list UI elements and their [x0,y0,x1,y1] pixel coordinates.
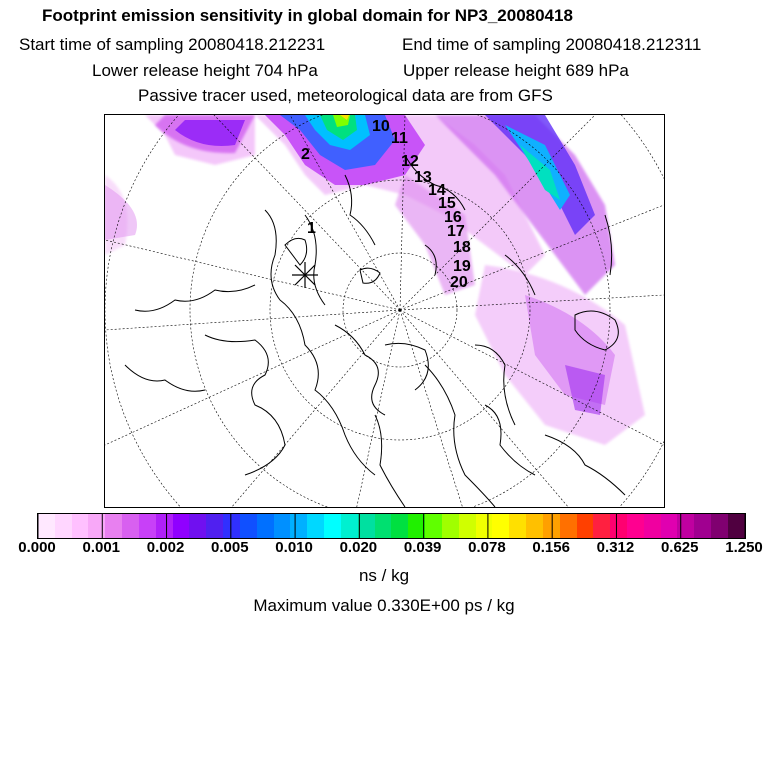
colorbar-tick-label: 0.625 [660,539,699,556]
traj-label-19: 19 [453,258,471,275]
colorbar-cell [442,514,459,538]
colorbar-cell [72,514,89,538]
colorbar-cell [593,514,610,538]
colorbar-tick-label: 0.039 [403,539,442,556]
colorbar-cell [358,514,375,538]
colorbar-cell [324,514,341,538]
colorbar-cell [173,514,190,538]
map-panel [104,114,665,508]
colorbar-cell [189,514,206,538]
colorbar-cell [543,514,560,538]
colorbar-tick-label: 0.020 [339,539,378,556]
traj-label-18: 18 [453,239,471,256]
tracer-info: Passive tracer used, meteorological data are from GFS [138,86,553,105]
colorbar-tick-label: 0.312 [596,539,635,556]
colorbar-cell [610,514,627,538]
traj-label-16: 16 [444,209,462,226]
traj-label-14: 14 [428,182,446,199]
traj-label-20: 20 [450,274,468,291]
colorbar-cell [88,514,105,538]
colorbar-cell [694,514,711,538]
colorbar-unit: ns / kg [358,566,410,585]
colorbar-tick-label: 0.000 [18,539,56,556]
colorbar-cell [509,514,526,538]
traj-label-11: 11 [391,130,408,147]
colorbar-cell [307,514,324,538]
traj-label-2: 2 [301,146,310,163]
colorbar-cell [711,514,728,538]
traj-label-17: 17 [447,223,465,240]
colorbar-tick-label: 1.250 [725,539,763,556]
colorbar-cell [139,514,156,538]
colorbar-tick-label: 0.010 [275,539,313,556]
colorbar-cell [492,514,509,538]
colorbar-cell [391,514,408,538]
colorbar-cell [560,514,577,538]
colorbar-cell [274,514,291,538]
colorbar-cell [459,514,476,538]
colorbar [37,513,746,539]
colorbar-cell [206,514,223,538]
traj-label-13: 13 [414,169,432,186]
colorbar-cell [122,514,139,538]
colorbar-cell [257,514,274,538]
colorbar-cell [290,514,307,538]
colorbar-tick-label: 0.001 [82,539,121,556]
colorbar-cell [408,514,425,538]
max-value: Maximum value 0.330E+00 ps / kg [253,596,515,615]
colorbar-cell [341,514,358,538]
colorbar-cell [425,514,442,538]
upper-height: Upper release height 689 hPa [403,61,629,80]
colorbar-tick-label: 0.005 [211,539,249,556]
colorbar-cell [577,514,594,538]
colorbar-cell [644,514,661,538]
colorbar-cell [105,514,122,538]
colorbar-cell [677,514,694,538]
colorbar-cell [728,514,745,538]
traj-label-12: 12 [401,153,419,170]
colorbar-tick-label: 0.002 [146,539,185,556]
colorbar-cell [38,514,55,538]
end-time: End time of sampling 20080418.212311 [402,35,702,54]
traj-label-10: 10 [372,118,390,135]
colorbar-cell [156,514,173,538]
colorbar-cell [375,514,392,538]
traj-label-1: 1 [307,220,316,237]
start-time: Start time of sampling 20080418.212231 [19,35,326,54]
colorbar-cell [55,514,72,538]
lower-height: Lower release height 704 hPa [92,61,318,80]
colorbar-tick-label: 0.078 [468,539,506,556]
traj-label-15: 15 [438,195,456,212]
colorbar-cell [223,514,240,538]
colorbar-cell [476,514,493,538]
plot-title: Footprint emission sensitivity in global domain for NP3_20080418 [42,6,573,25]
polar-map [105,115,664,507]
release-point-star [292,262,318,288]
colorbar-cell [240,514,257,538]
colorbar-cell [661,514,678,538]
colorbar-cell [627,514,644,538]
colorbar-cell [526,514,543,538]
colorbar-tick-label: 0.156 [532,539,570,556]
